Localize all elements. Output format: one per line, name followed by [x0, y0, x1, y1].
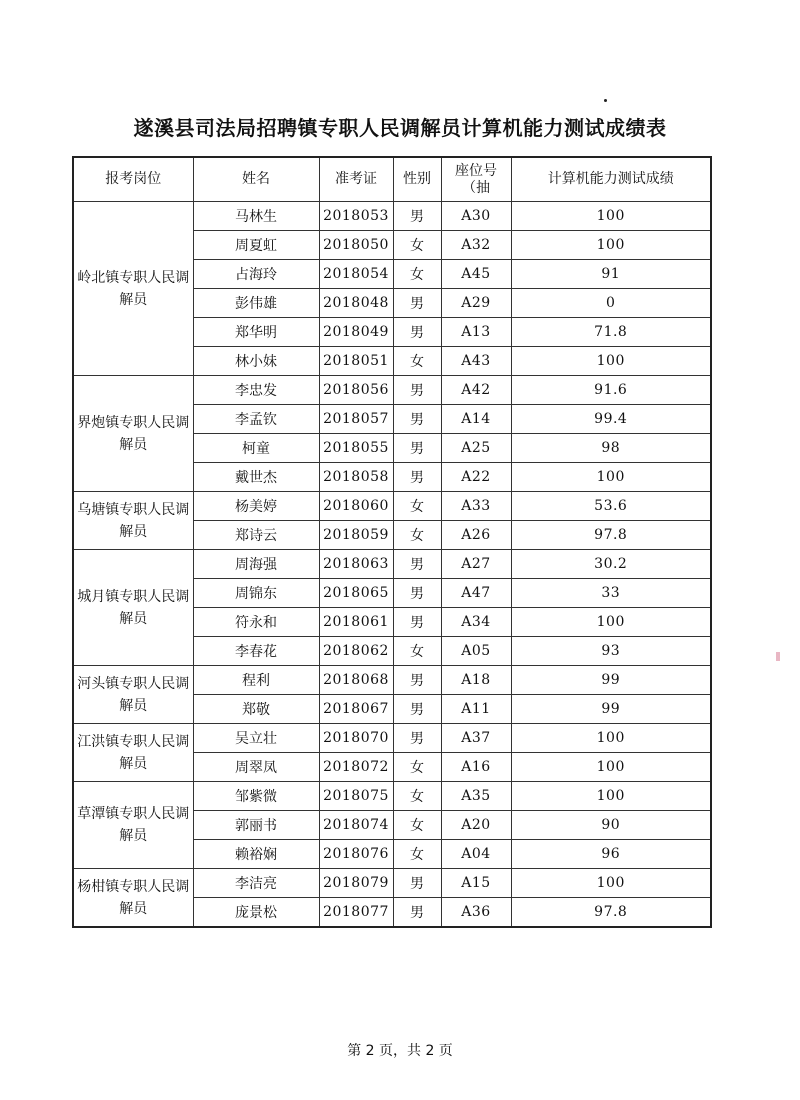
seat-cell: A30	[441, 202, 511, 231]
header-post: 报考岗位	[73, 157, 193, 202]
name-cell: 占海玲	[193, 260, 319, 289]
gender-cell: 女	[393, 637, 441, 666]
exam-id-cell: 2018061	[319, 608, 393, 637]
name-cell: 郭丽书	[193, 811, 319, 840]
score-cell: 0	[511, 289, 711, 318]
seat-cell: A22	[441, 463, 511, 492]
exam-id-cell: 2018056	[319, 376, 393, 405]
seat-cell: A16	[441, 753, 511, 782]
name-cell: 彭伟雄	[193, 289, 319, 318]
exam-id-cell: 2018054	[319, 260, 393, 289]
table-row	[73, 869, 711, 898]
exam-id-cell: 2018068	[319, 666, 393, 695]
post-cell: 岭北镇专职人民调解员	[73, 202, 193, 376]
header-row	[73, 157, 711, 202]
seat-cell: A20	[441, 811, 511, 840]
post-cell: 江洪镇专职人民调解员	[73, 724, 193, 782]
name-cell: 周海强	[193, 550, 319, 579]
seat-cell: A43	[441, 347, 511, 376]
name-cell: 李洁亮	[193, 869, 319, 898]
name-cell: 郑华明	[193, 318, 319, 347]
gender-cell: 男	[393, 898, 441, 928]
name-cell: 杨美婷	[193, 492, 319, 521]
scan-speck	[604, 99, 607, 102]
name-cell: 程利	[193, 666, 319, 695]
score-cell: 100	[511, 869, 711, 898]
seat-cell: A13	[441, 318, 511, 347]
gender-cell: 男	[393, 666, 441, 695]
header-score: 计算机能力测试成绩	[511, 157, 711, 202]
post-cell: 乌塘镇专职人民调解员	[73, 492, 193, 550]
exam-id-cell: 2018067	[319, 695, 393, 724]
score-cell: 53.6	[511, 492, 711, 521]
seat-cell: A11	[441, 695, 511, 724]
score-cell: 100	[511, 608, 711, 637]
table-row	[73, 782, 711, 811]
exam-id-cell: 2018057	[319, 405, 393, 434]
seat-cell: A18	[441, 666, 511, 695]
name-cell: 李孟钦	[193, 405, 319, 434]
header-name: 姓名	[193, 157, 319, 202]
exam-id-cell: 2018060	[319, 492, 393, 521]
gender-cell: 女	[393, 840, 441, 869]
gender-cell: 男	[393, 376, 441, 405]
score-cell: 30.2	[511, 550, 711, 579]
gender-cell: 女	[393, 231, 441, 260]
score-cell: 100	[511, 231, 711, 260]
gender-cell: 男	[393, 202, 441, 231]
exam-id-cell: 2018059	[319, 521, 393, 550]
exam-id-cell: 2018058	[319, 463, 393, 492]
name-cell: 周锦东	[193, 579, 319, 608]
exam-id-cell: 2018062	[319, 637, 393, 666]
table-row	[73, 202, 711, 231]
exam-id-cell: 2018070	[319, 724, 393, 753]
post-cell: 界炮镇专职人民调解员	[73, 376, 193, 492]
score-table	[72, 156, 712, 928]
score-cell: 90	[511, 811, 711, 840]
post-cell: 草潭镇专职人民调解员	[73, 782, 193, 869]
seat-cell: A37	[441, 724, 511, 753]
post-cell: 杨柑镇专职人民调解员	[73, 869, 193, 928]
score-cell: 97.8	[511, 898, 711, 928]
score-cell: 100	[511, 202, 711, 231]
exam-id-cell: 2018053	[319, 202, 393, 231]
gender-cell: 男	[393, 608, 441, 637]
score-cell: 93	[511, 637, 711, 666]
gender-cell: 男	[393, 695, 441, 724]
exam-id-cell: 2018048	[319, 289, 393, 318]
name-cell: 邹紫微	[193, 782, 319, 811]
header-gender: 性别	[393, 157, 441, 202]
seat-cell: A15	[441, 869, 511, 898]
name-cell: 林小妹	[193, 347, 319, 376]
gender-cell: 女	[393, 260, 441, 289]
score-cell: 96	[511, 840, 711, 869]
gender-cell: 女	[393, 347, 441, 376]
score-cell: 100	[511, 724, 711, 753]
seat-cell: A29	[441, 289, 511, 318]
name-cell: 李忠发	[193, 376, 319, 405]
gender-cell: 女	[393, 753, 441, 782]
exam-id-cell: 2018065	[319, 579, 393, 608]
exam-id-cell: 2018076	[319, 840, 393, 869]
page-footer: 第 2 页，共 2 页	[347, 1043, 453, 1059]
exam-id-cell: 2018049	[319, 318, 393, 347]
seat-cell: A34	[441, 608, 511, 637]
seat-cell: A42	[441, 376, 511, 405]
name-cell: 吴立壮	[193, 724, 319, 753]
gender-cell: 男	[393, 434, 441, 463]
gender-cell: 男	[393, 405, 441, 434]
score-cell: 91	[511, 260, 711, 289]
name-cell: 郑诗云	[193, 521, 319, 550]
name-cell: 符永和	[193, 608, 319, 637]
seat-cell: A04	[441, 840, 511, 869]
seat-cell: A47	[441, 579, 511, 608]
table-row	[73, 550, 711, 579]
post-cell: 城月镇专职人民调解员	[73, 550, 193, 666]
seat-cell: A05	[441, 637, 511, 666]
page-title: 遂溪县司法局招聘镇专职人民调解员计算机能力测试成绩表	[133, 116, 667, 140]
gender-cell: 男	[393, 869, 441, 898]
exam-id-cell: 2018063	[319, 550, 393, 579]
score-cell: 71.8	[511, 318, 711, 347]
score-cell: 99	[511, 695, 711, 724]
gender-cell: 女	[393, 492, 441, 521]
exam-id-cell: 2018072	[319, 753, 393, 782]
seat-cell: A35	[441, 782, 511, 811]
seat-cell: A33	[441, 492, 511, 521]
gender-cell: 女	[393, 782, 441, 811]
table-header	[73, 157, 711, 202]
gender-cell: 男	[393, 289, 441, 318]
name-cell: 柯童	[193, 434, 319, 463]
score-cell: 100	[511, 463, 711, 492]
score-cell: 91.6	[511, 376, 711, 405]
exam-id-cell: 2018077	[319, 898, 393, 928]
gender-cell: 男	[393, 318, 441, 347]
table-body	[73, 202, 711, 928]
scan-mark	[776, 652, 780, 661]
header-exam-id: 准考证	[319, 157, 393, 202]
gender-cell: 男	[393, 579, 441, 608]
score-cell: 97.8	[511, 521, 711, 550]
name-cell: 周夏虹	[193, 231, 319, 260]
gender-cell: 男	[393, 550, 441, 579]
table-row	[73, 376, 711, 405]
gender-cell: 女	[393, 811, 441, 840]
seat-cell: A25	[441, 434, 511, 463]
score-cell: 99	[511, 666, 711, 695]
header-seat: 座位号（抽	[441, 157, 511, 202]
table-row	[73, 492, 711, 521]
gender-cell: 男	[393, 463, 441, 492]
seat-cell: A14	[441, 405, 511, 434]
name-cell: 赖裕娴	[193, 840, 319, 869]
exam-id-cell: 2018051	[319, 347, 393, 376]
seat-cell: A32	[441, 231, 511, 260]
gender-cell: 男	[393, 724, 441, 753]
name-cell: 马林生	[193, 202, 319, 231]
seat-cell: A26	[441, 521, 511, 550]
name-cell: 周翠凤	[193, 753, 319, 782]
name-cell: 戴世杰	[193, 463, 319, 492]
seat-cell: A36	[441, 898, 511, 928]
table-row	[73, 666, 711, 695]
table-row	[73, 724, 711, 753]
exam-id-cell: 2018079	[319, 869, 393, 898]
exam-id-cell: 2018074	[319, 811, 393, 840]
seat-cell: A45	[441, 260, 511, 289]
seat-cell: A27	[441, 550, 511, 579]
score-cell: 99.4	[511, 405, 711, 434]
exam-id-cell: 2018050	[319, 231, 393, 260]
exam-id-cell: 2018055	[319, 434, 393, 463]
name-cell: 李春花	[193, 637, 319, 666]
score-cell: 100	[511, 782, 711, 811]
score-cell: 100	[511, 753, 711, 782]
exam-id-cell: 2018075	[319, 782, 393, 811]
score-cell: 100	[511, 347, 711, 376]
post-cell: 河头镇专职人民调解员	[73, 666, 193, 724]
name-cell: 庞景松	[193, 898, 319, 928]
score-cell: 33	[511, 579, 711, 608]
score-cell: 98	[511, 434, 711, 463]
gender-cell: 女	[393, 521, 441, 550]
name-cell: 郑敬	[193, 695, 319, 724]
